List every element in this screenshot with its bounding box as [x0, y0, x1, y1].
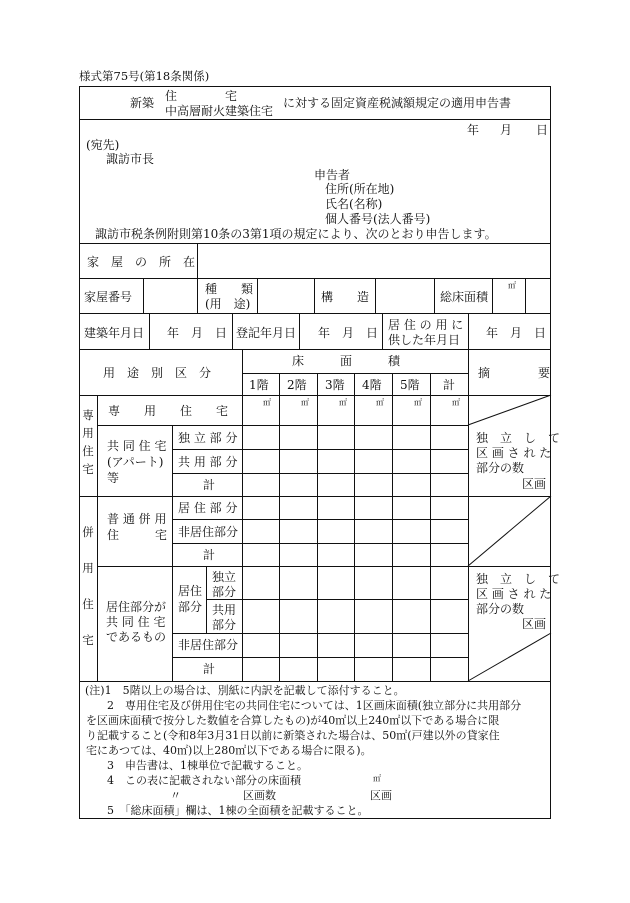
- title-option-fireproof: 中高層耐火建築住宅: [165, 104, 274, 118]
- shared-residential-label-1: 居住部分が: [106, 600, 167, 614]
- addressee-label: (宛先): [86, 138, 120, 152]
- exclusive-house-row-label: 専 用 住 宅: [108, 404, 229, 418]
- note-1: (注)1 5階以上の場合は、別紙に内訳を記載して添付すること。: [85, 684, 405, 697]
- note-2-line-2: を区画床面積で按分した数値を合算したもの)が40㎡以上240㎡以下である場合に限: [86, 714, 500, 727]
- remark-mixed-1: 独 立 し て: [476, 572, 561, 586]
- indep-part-1: 独立: [212, 570, 237, 584]
- date-day: 日: [536, 123, 549, 137]
- remark-apartment-1: 独 立 し て: [476, 431, 561, 445]
- applicant-name: 氏名(名称): [325, 197, 383, 211]
- floor-5: 5階: [400, 378, 420, 392]
- location-label: 家 屋 の 所 在: [87, 255, 196, 269]
- shared-residential-subtotal-label: 計: [203, 662, 216, 676]
- house-number-label: 家屋番号: [84, 290, 133, 304]
- title-prefix: 新築: [130, 96, 155, 110]
- floor-3: 3階: [325, 378, 345, 392]
- floor-area-header: 床 面 積: [292, 354, 401, 368]
- residence-date-value: 年 月 日: [486, 326, 547, 340]
- residential-vert-1: 居住: [178, 584, 203, 598]
- sqm-unit-5: ㎡: [414, 398, 422, 407]
- remark-apartment-2: 区 画 さ れ た: [476, 446, 552, 460]
- apartment-label-3: 等: [107, 471, 120, 485]
- sqm-unit-3: ㎡: [339, 398, 347, 407]
- usage-label: (用 途): [205, 297, 251, 311]
- floor-total: 計: [443, 378, 456, 392]
- sqm-unit-4: ㎡: [376, 398, 384, 407]
- type-label: 種 類: [205, 282, 254, 296]
- note-4-section-count: 区画数: [243, 789, 276, 802]
- shared-part-2: 部分: [212, 618, 237, 632]
- note-4: 4 この表に記載されない部分の床面積: [107, 774, 301, 787]
- apartment-subtotal-label: 計: [203, 478, 216, 492]
- registered-date-value: 年 月 日: [318, 326, 379, 340]
- indep-part-2: 部分: [212, 585, 237, 599]
- floor-1: 1階: [249, 378, 269, 392]
- title-suffix: に対する固定資産税減額規定の適用申告書: [283, 96, 512, 110]
- addressee-name: 諏訪市長: [106, 152, 155, 166]
- sqm-unit-2: ㎡: [301, 398, 309, 407]
- remark-mixed-2: 区 画 さ れ た: [476, 587, 552, 601]
- registered-date-label: 登記年月日: [236, 326, 297, 340]
- note-4-section-unit: 区画: [370, 789, 392, 802]
- residence-date-label-1: 居 住 の 用 に: [388, 318, 464, 332]
- usage-header: 用 途 別 区 分: [103, 366, 212, 380]
- note-2-line-4: 宅にあつては、40㎡)以上280㎡以下である場合に限る)。: [86, 744, 372, 757]
- shared-residential-label-3: であるもの: [106, 630, 167, 644]
- residential-part-label: 居 住 部 分: [178, 501, 238, 515]
- note-2-line-1: 2 専用住宅及び併用住宅の共同住宅については、1区画床面積(独立部分に共用部分: [107, 699, 522, 712]
- shared-residential-label-2: 共 同 住 宅: [106, 615, 166, 629]
- floor-4: 4階: [362, 378, 382, 392]
- sqm-unit-1: ㎡: [263, 398, 271, 407]
- title-option-housing: 住 宅: [165, 89, 238, 103]
- total-floor-area-label: 総床面積: [440, 290, 489, 304]
- date-year: 年: [467, 123, 480, 137]
- residence-date-label-2: 供した年月日: [388, 333, 461, 347]
- sqm-unit-total: ㎡: [452, 398, 460, 407]
- apartment-label-2: (アパート): [107, 455, 164, 469]
- regular-mixed-label-2: 住 宅: [107, 528, 168, 542]
- regular-mixed-label-1: 普 通 併 用: [107, 512, 167, 526]
- remark-apartment-3: 部分の数: [476, 461, 525, 475]
- shared-part-1: 共用: [212, 603, 237, 617]
- note-4-ditto: 〃: [170, 789, 181, 802]
- note-2-line-3: り記載すること(令和8年3月31日以前に新築された場合は、50㎡(戸建以外の貸家住: [86, 729, 500, 742]
- note-3: 3 申告書は、1棟単位で記載すること。: [107, 759, 308, 772]
- note-4-sqm: ㎡: [373, 774, 381, 783]
- declaration-text: 諏訪市税条例附則第10条の3第1項の規定により、次のとおり申告します。: [95, 227, 497, 241]
- applicant-id-number: 個人番号(法人番号): [325, 212, 431, 226]
- shared-part-label: 共 用 部 分: [178, 455, 238, 469]
- exclusive-housing-label: 専 用 住 宅: [82, 408, 94, 476]
- date-month: 月: [500, 123, 513, 137]
- apartment-label-1: 共 同 住 宅: [107, 439, 167, 453]
- floor-2: 2階: [287, 378, 307, 392]
- non-residential-part-label: 非居住部分: [178, 525, 239, 539]
- remark-mixed-unit: 区画: [522, 617, 547, 631]
- regular-mixed-subtotal-label: 計: [203, 548, 216, 562]
- remark-apartment-unit: 区画: [522, 477, 547, 491]
- form-number: 様式第75号(第18条関係): [79, 69, 210, 83]
- note-5: 5 「総床面積」欄は、1棟の全面積を記載すること。: [107, 804, 369, 817]
- remark-mixed-3: 部分の数: [476, 602, 525, 616]
- total-floor-area-unit: ㎡: [508, 281, 516, 290]
- applicant-address: 住所(所在地): [325, 182, 395, 196]
- applicant-label: 申告者: [314, 168, 351, 182]
- independent-part-label: 独 立 部 分: [178, 431, 238, 445]
- structure-label: 構 造: [321, 290, 370, 304]
- residential-vert-2: 部分: [178, 600, 203, 614]
- mixed-housing-label: 併 用 住 宅: [82, 525, 94, 647]
- built-date-value: 年 月 日: [167, 326, 228, 340]
- built-date-label: 建築年月日: [84, 326, 145, 340]
- remarks-header: 摘 要: [478, 366, 551, 380]
- non-residential-part-label-2: 非居住部分: [178, 638, 239, 652]
